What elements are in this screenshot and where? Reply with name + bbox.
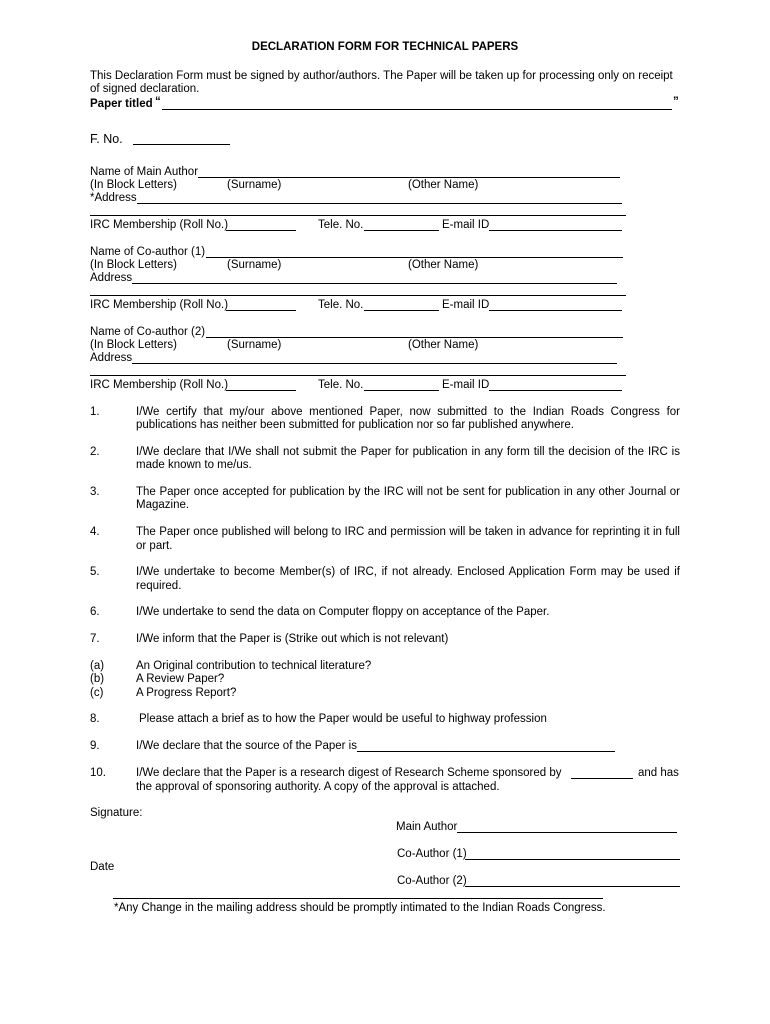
co-author-1-irc-field[interactable] — [226, 310, 296, 311]
main-author-address-field[interactable] — [137, 203, 622, 204]
declaration-1-number: 1. — [90, 406, 100, 418]
option-b-letter: (b) — [90, 673, 105, 685]
declaration-3-number: 3. — [90, 486, 100, 498]
declaration-3-line-2: Magazine. — [136, 499, 190, 511]
block-letters-label: (In Block Letters) — [90, 339, 177, 351]
other-name-label: (Other Name) — [408, 259, 479, 271]
co-author-2-address-field[interactable] — [132, 363, 617, 364]
address-label: Address — [90, 352, 133, 364]
main-author-irc-field[interactable] — [226, 230, 296, 231]
declaration-1-line-2: publications has neither been submitted for publication nor so far published anywhere. — [136, 419, 574, 431]
option-a-letter: (a) — [90, 660, 105, 672]
footnote: *Any Change in the mailing address should be promptly intimated to the Indian Roads Congress. — [114, 902, 606, 914]
file-no-label: F. No. — [90, 132, 123, 146]
surname-label: (Surname) — [227, 179, 282, 191]
close-quote: ” — [673, 96, 679, 108]
author-name-label: Name of Co-author (2) — [90, 326, 206, 338]
main-author-signature-label: Main Author — [396, 821, 458, 833]
main-author-address-line-2[interactable] — [90, 215, 626, 216]
co-author-2-email-field[interactable] — [489, 390, 622, 391]
declaration-5-number: 5. — [90, 566, 100, 578]
paper-title-field[interactable] — [162, 109, 672, 110]
block-letters-label: (In Block Letters) — [90, 179, 177, 191]
surname-label: (Surname) — [227, 339, 282, 351]
co-author-2-tele-field[interactable] — [364, 390, 439, 391]
option-a-text[interactable]: An Original contribution to technical literature? — [136, 660, 372, 672]
main-author-email-field[interactable] — [489, 230, 622, 231]
declaration-4-number: 4. — [90, 526, 100, 538]
item-8-number: 8. — [90, 713, 100, 725]
address-label: *Address — [90, 192, 137, 204]
surname-label: (Surname) — [227, 259, 282, 271]
item-10-line-2: the approval of sponsoring authority. A copy of the approval is attached. — [136, 781, 500, 793]
declaration-2-line-1: I/We declare that I/We shall not submit the Paper for publication in any form till the decision of the IRC is — [136, 446, 680, 458]
irc-membership-label: IRC Membership (Roll No.) — [90, 379, 229, 391]
intro-line-1: This Declaration Form must be signed by author/authors. The Paper will be taken up for processing only on receipt — [90, 70, 673, 82]
tele-no-label: Tele. No. — [318, 299, 364, 311]
main-author-signature-field[interactable] — [457, 832, 677, 833]
declaration-4-line-2: or part. — [136, 540, 173, 552]
declaration-4-line-1: The Paper once published will belong to IRC and permission will be taken in advance for reprinting it in full — [136, 526, 680, 538]
declaration-6-line-1: I/We undertake to send the data on Computer floppy on acceptance of the Paper. — [136, 606, 550, 618]
item-10-line-1-a: I/We declare that the Paper is a research digest of Research Scheme sponsored by — [136, 767, 562, 779]
option-c-text[interactable]: A Progress Report? — [136, 687, 237, 699]
file-no-field[interactable] — [133, 144, 230, 145]
co-author-1-address-line-2[interactable] — [90, 295, 626, 296]
declaration-3-line-1: The Paper once accepted for publication by the IRC will not be sent for publication in any other Journal or — [136, 486, 680, 498]
co-author-1-signature-label: Co-Author (1) — [397, 848, 467, 860]
item-10-line-1-b: and has — [638, 767, 679, 779]
paper-source-field[interactable] — [357, 751, 615, 752]
other-name-label: (Other Name) — [408, 339, 479, 351]
item-8-text: Please attach a brief as to how the Paper would be useful to highway profession — [139, 713, 547, 725]
declaration-2-line-2: made known to me/us. — [136, 459, 252, 471]
co-author-2-irc-field[interactable] — [226, 390, 296, 391]
declaration-7-line-1: I/We inform that the Paper is (Strike out which is not relevant) — [136, 633, 449, 645]
email-label: E-mail ID — [442, 379, 490, 391]
co-author-1-signature-field[interactable] — [465, 859, 680, 860]
block-letters-label: (In Block Letters) — [90, 259, 177, 271]
option-b-text[interactable]: A Review Paper? — [136, 673, 225, 685]
irc-membership-label: IRC Membership (Roll No.) — [90, 299, 229, 311]
tele-no-label: Tele. No. — [318, 379, 364, 391]
co-author-1-address-field[interactable] — [132, 283, 617, 284]
intro-line-2: of signed declaration. — [90, 83, 200, 95]
co-author-2-signature-label: Co-Author (2) — [397, 875, 467, 887]
declaration-6-number: 6. — [90, 606, 100, 618]
declaration-7-number: 7. — [90, 633, 100, 645]
declaration-5-line-2: required. — [136, 580, 182, 592]
form-title: DECLARATION FORM FOR TECHNICAL PAPERS — [251, 41, 519, 53]
item-10-number: 10. — [90, 767, 106, 779]
option-c-letter: (c) — [90, 687, 104, 699]
item-9-number: 9. — [90, 740, 100, 752]
co-author-1-email-field[interactable] — [489, 310, 622, 311]
open-quote: “ — [155, 96, 161, 108]
email-label: E-mail ID — [442, 219, 490, 231]
main-author-tele-field[interactable] — [364, 230, 439, 231]
address-label: Address — [90, 272, 133, 284]
irc-membership-label: IRC Membership (Roll No.) — [90, 219, 229, 231]
item-9-text: I/We declare that the source of the Paper is — [136, 740, 357, 752]
co-author-1-tele-field[interactable] — [364, 310, 439, 311]
author-name-label: Name of Co-author (1) — [90, 246, 206, 258]
declaration-5-line-1: I/We undertake to become Member(s) of IRC, if not already. Enclosed Application Form may be used if — [136, 566, 680, 578]
co-author-2-signature-field[interactable] — [465, 886, 680, 887]
declaration-1-line-1: I/We certify that my/our above mentioned Paper, now submitted to the Indian Roads Congress for — [136, 406, 680, 418]
declaration-2-number: 2. — [90, 446, 100, 458]
tele-no-label: Tele. No. — [318, 219, 364, 231]
footnote-divider — [113, 898, 603, 899]
co-author-2-address-line-2[interactable] — [90, 375, 626, 376]
other-name-label: (Other Name) — [408, 179, 479, 191]
email-label: E-mail ID — [442, 299, 490, 311]
signature-label: Signature: — [90, 807, 143, 819]
author-name-label: Name of Main Author — [90, 166, 199, 178]
sponsor-field[interactable] — [571, 778, 633, 779]
date-label: Date — [90, 861, 115, 873]
paper-titled-label: Paper titled — [90, 98, 153, 110]
